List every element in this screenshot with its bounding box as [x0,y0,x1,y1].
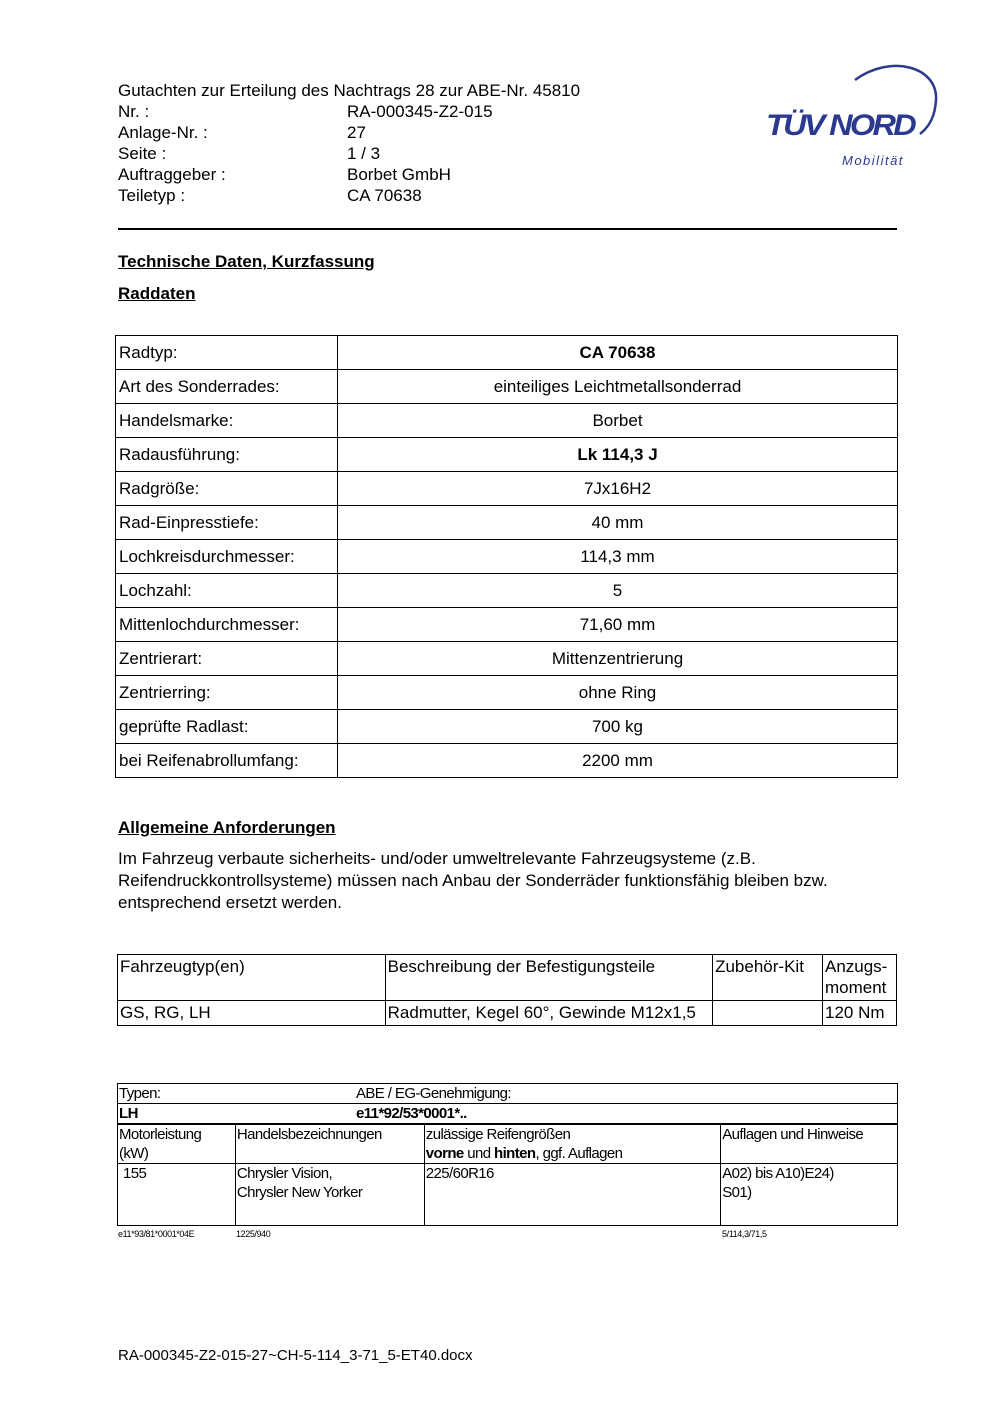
typen-label: Typen: [119,1085,161,1102]
notes-line: A02) bis A10)E24) [722,1165,834,1182]
tuv-nord-logo [760,58,940,170]
cell-description: Radmutter, Kegel 60°, Gewinde M12x1,5 [385,1001,712,1026]
cell-value: CA 70638 [338,336,898,370]
cell-label: bei Reifenabrollumfang: [116,744,338,778]
trade-line: Chrysler Vision, [236,1165,333,1182]
cell-power: 155 [118,1164,236,1226]
section-title-requirements: Allgemeine Anforderungen [118,818,336,837]
types-label-cell [118,1084,898,1104]
tires-rear: hinten [494,1145,536,1162]
cell-label: Zentrierring: [116,676,338,710]
cell-value: Mittenzentrierung [338,642,898,676]
cell-value: 2200 mm [338,744,898,778]
header-label: Teiletyp : [118,186,186,205]
header-value: Borbet GmbH [347,165,451,184]
cell-label: Mittenlochdurchmesser: [116,608,338,642]
trade-line: Chrysler New Yorker [236,1184,363,1201]
cell-value: 40 mm [338,506,898,540]
header-label: Anlage-Nr. : [118,123,208,142]
cell-label: Art des Sonderrades: [116,370,338,404]
typ-value: LH [119,1105,138,1122]
cell-label: Radgröße: [116,472,338,506]
header-cell-power: Motorleistung (kW) [118,1124,236,1164]
section-subtitle-raddaten: Raddaten [118,284,196,303]
cell-value: Lk 114,3 J [338,438,898,472]
cell-value: 71,60 mm [338,608,898,642]
cell-label: Handelsmarke: [116,404,338,438]
logo-brand: TÜV NORD [766,109,916,142]
cell-label: Rad-Einpresstiefe: [116,506,338,540]
types-table [117,1083,898,1226]
cell-label: Lochkreisdurchmesser: [116,540,338,574]
cell-label: Radtyp: [116,336,338,370]
header-cell: Fahrzeugtyp(en) [118,955,386,1001]
footer-filename: RA-000345-Z2-015-27~CH-5-114_3-71_5-ET40.docx [118,1347,473,1364]
section-title-technical: Technische Daten, Kurzfassung [118,252,375,271]
cell-value: 114,3 mm [338,540,898,574]
cell-value: einteiliges Leichtmetallsonderrad [338,370,898,404]
table-row [116,608,898,642]
header-cell: Anzugs-moment [822,955,896,1001]
header-value: RA-000345-Z2-015 [347,102,493,121]
cell-torque: 120 Nm [822,1001,896,1026]
header-value: 1 / 3 [347,144,381,163]
tires-header-line1: zulässige Reifengrößen [425,1126,571,1143]
table-header-row [118,1124,898,1164]
fastening-table [117,954,897,1026]
approval-value: e11*92/53*0001*.. [356,1105,467,1122]
document-header [118,80,580,206]
header-value: CA 70638 [347,186,422,205]
table-row [116,336,898,370]
cell-value: ohne Ring [338,676,898,710]
cell-label: Radausführung: [116,438,338,472]
logo-sub: Mobilität [842,153,904,168]
table-row [116,710,898,744]
header-divider [118,228,897,230]
header-row-nr [118,101,580,122]
header-title: Gutachten zur Erteilung des Nachtrags 28 zur ABE-Nr. 45810 [118,81,581,100]
cell-label: geprüfte Radlast: [116,710,338,744]
table-row [116,506,898,540]
header-cell-notes: Auflagen und Hinweise [721,1124,898,1164]
table-row [118,1001,897,1026]
header-row-anlage [118,122,580,143]
tires-header-line2 [426,1144,719,1163]
cell-trade [235,1164,424,1226]
header-value: 27 [347,123,366,142]
header-cell: Beschreibung der Befestigungsteile [385,955,712,1001]
table-row [116,676,898,710]
header-cell: Zubehör-Kit [713,955,823,1001]
header-label: Nr. : [118,102,150,121]
types-value-cell [118,1104,898,1125]
table-row [116,370,898,404]
cell-notes [721,1164,898,1226]
code-bolt-pattern: 5/114,3/71,5 [722,1229,767,1239]
tires-and: und [463,1145,495,1162]
cell-label: Zentrierart: [116,642,338,676]
table-row [116,404,898,438]
abe-label: ABE / EG-Genehmigung: [356,1085,511,1102]
table-row [116,438,898,472]
cell-label: Lochzahl: [116,574,338,608]
header-row-auftraggeber [118,164,580,185]
cell-value: 700 kg [338,710,898,744]
cell-value: 7Jx16H2 [338,472,898,506]
tires-front: vorne [425,1145,464,1162]
header-label: Auftraggeber : [118,165,226,184]
cell-kit [713,1001,823,1026]
cell-value: 5 [338,574,898,608]
header-cell-trade: Handelsbezeichnungen [235,1124,424,1164]
table-row [116,472,898,506]
table-row [118,1164,898,1226]
types-label-row [118,1084,898,1104]
header-label: Seite : [118,144,167,163]
wheel-data-table [115,335,898,778]
table-row [116,540,898,574]
tires-conditions: , ggf. Auflagen [535,1145,623,1162]
header-row-teiletyp [118,185,580,206]
cell-vehicle-types: GS, RG, LH [118,1001,386,1026]
table-header-row [118,955,897,1001]
table-row [116,574,898,608]
code-approval: e11*93/81*0001*04E [118,1229,195,1239]
header-cell-tires [424,1124,720,1164]
requirements-text: Im Fahrzeug verbaute sicherheits- und/oder umweltrelevante Fahrzeugsysteme (z.B. Reifendruckkontrollsysteme) müssen nach Anbau der Sonderräder funktionsfähig bleiben bzw. entsprechend ersetzt werden. [118,849,828,912]
types-value-row [118,1104,898,1125]
notes-line: S01) [722,1184,752,1201]
cell-value: Borbet [338,404,898,438]
cell-tires: 225/60R16 [424,1164,720,1226]
table-row [116,642,898,676]
header-row-seite [118,143,580,164]
table-row [116,744,898,778]
code-size: 1225/940 [236,1229,271,1239]
